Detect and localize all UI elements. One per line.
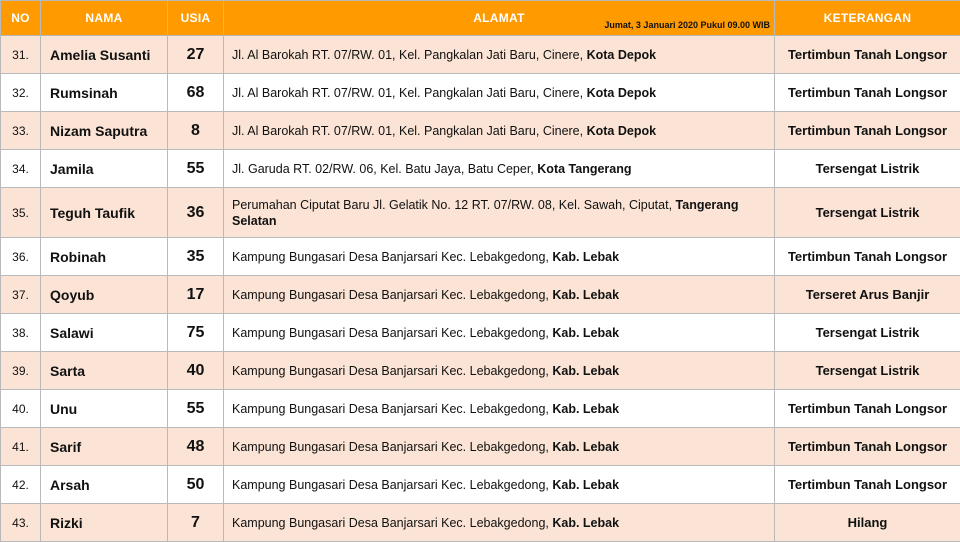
header-usia: USIA — [168, 1, 224, 36]
table-body — [1, 36, 960, 542]
alamat-text: Kampung Bungasari Desa Banjarsari Kec. Lebakgedong, — [232, 326, 549, 340]
alamat-text: Jl. Garuda RT. 02/RW. 06, Kel. Batu Jaya, Batu Ceper, — [232, 162, 534, 176]
cell-usia: 35 — [168, 238, 224, 276]
alamat-text: Jl. Al Barokah RT. 07/RW. 01, Kel. Pangkalan Jati Baru, Cinere, — [232, 124, 583, 138]
cell-nama: Robinah — [41, 238, 168, 276]
alamat-kota: Kota Depok — [587, 48, 656, 62]
cell-nama: Sarif — [41, 428, 168, 466]
cell-alamat — [224, 112, 775, 150]
cell-usia: 7 — [168, 504, 224, 542]
cell-keterangan: Tersengat Listrik — [775, 150, 960, 188]
cell-nama: Arsah — [41, 466, 168, 504]
alamat-kota: Kab. Lebak — [552, 402, 619, 416]
alamat-text: Kampung Bungasari Desa Banjarsari Kec. Lebakgedong, — [232, 440, 549, 454]
cell-usia: 55 — [168, 150, 224, 188]
cell-nama: Unu — [41, 390, 168, 428]
alamat-text: Kampung Bungasari Desa Banjarsari Kec. Lebakgedong, — [232, 516, 549, 530]
cell-alamat — [224, 36, 775, 74]
cell-nama: Teguh Taufik — [41, 188, 168, 238]
cell-nama: Sarta — [41, 352, 168, 390]
cell-no: 32. — [1, 74, 41, 112]
table-row — [1, 466, 960, 504]
cell-usia: 55 — [168, 390, 224, 428]
cell-alamat — [224, 390, 775, 428]
cell-alamat — [224, 314, 775, 352]
cell-no: 42. — [1, 466, 41, 504]
cell-keterangan: Hilang — [775, 504, 960, 542]
cell-nama: Jamila — [41, 150, 168, 188]
header-no: NO — [1, 1, 41, 36]
alamat-text: Perumahan Ciputat Baru Jl. Gelatik No. 12 RT. 07/RW. 08, Kel. Sawah, Ciputat, — [232, 198, 672, 212]
table-row — [1, 428, 960, 466]
cell-alamat — [224, 74, 775, 112]
cell-keterangan: Tersengat Listrik — [775, 314, 960, 352]
alamat-kota: Kab. Lebak — [552, 364, 619, 378]
table-row — [1, 238, 960, 276]
header-keterangan: KETERANGAN — [775, 1, 960, 36]
cell-nama: Amelia Susanti — [41, 36, 168, 74]
cell-usia: 48 — [168, 428, 224, 466]
cell-keterangan: Tersengat Listrik — [775, 188, 960, 238]
cell-nama: Nizam Saputra — [41, 112, 168, 150]
alamat-kota: Kab. Lebak — [552, 250, 619, 264]
cell-usia: 50 — [168, 466, 224, 504]
alamat-text: Jl. Al Barokah RT. 07/RW. 01, Kel. Pangkalan Jati Baru, Cinere, — [232, 86, 583, 100]
cell-nama: Rumsinah — [41, 74, 168, 112]
cell-no: 41. — [1, 428, 41, 466]
table-row — [1, 390, 960, 428]
cell-no: 33. — [1, 112, 41, 150]
alamat-kota: Kota Depok — [587, 86, 656, 100]
table-row — [1, 188, 960, 238]
cell-alamat — [224, 188, 775, 238]
cell-no: 36. — [1, 238, 41, 276]
alamat-text: Kampung Bungasari Desa Banjarsari Kec. Lebakgedong, — [232, 478, 549, 492]
cell-nama: Rizki — [41, 504, 168, 542]
table-row — [1, 352, 960, 390]
table-row — [1, 74, 960, 112]
cell-keterangan: Tertimbun Tanah Longsor — [775, 428, 960, 466]
cell-keterangan: Terseret Arus Banjir — [775, 276, 960, 314]
cell-keterangan: Tertimbun Tanah Longsor — [775, 112, 960, 150]
cell-alamat — [224, 352, 775, 390]
alamat-text: Jl. Al Barokah RT. 07/RW. 01, Kel. Pangkalan Jati Baru, Cinere, — [232, 48, 583, 62]
cell-no: 43. — [1, 504, 41, 542]
cell-nama: Qoyub — [41, 276, 168, 314]
cell-alamat — [224, 466, 775, 504]
cell-alamat — [224, 238, 775, 276]
cell-alamat — [224, 504, 775, 542]
cell-usia: 75 — [168, 314, 224, 352]
alamat-text: Kampung Bungasari Desa Banjarsari Kec. Lebakgedong, — [232, 364, 549, 378]
cell-keterangan: Tertimbun Tanah Longsor — [775, 36, 960, 74]
alamat-kota: Kota Tangerang — [537, 162, 631, 176]
alamat-kota: Kab. Lebak — [552, 516, 619, 530]
alamat-kota: Kota Depok — [587, 124, 656, 138]
cell-no: 38. — [1, 314, 41, 352]
cell-keterangan: Tersengat Listrik — [775, 352, 960, 390]
cell-usia: 17 — [168, 276, 224, 314]
cell-keterangan: Tertimbun Tanah Longsor — [775, 238, 960, 276]
date-note: Jumat, 3 Januari 2020 Pukul 09.00 WIB — [604, 20, 770, 30]
cell-alamat — [224, 150, 775, 188]
alamat-kota: Kab. Lebak — [552, 288, 619, 302]
alamat-kota: Kab. Lebak — [552, 478, 619, 492]
alamat-text: Kampung Bungasari Desa Banjarsari Kec. Lebakgedong, — [232, 288, 549, 302]
cell-alamat — [224, 276, 775, 314]
table-row — [1, 276, 960, 314]
cell-no: 35. — [1, 188, 41, 238]
cell-usia: 36 — [168, 188, 224, 238]
cell-nama: Salawi — [41, 314, 168, 352]
alamat-text: Kampung Bungasari Desa Banjarsari Kec. Lebakgedong, — [232, 250, 549, 264]
cell-no: 37. — [1, 276, 41, 314]
cell-no: 34. — [1, 150, 41, 188]
cell-keterangan: Tertimbun Tanah Longsor — [775, 466, 960, 504]
cell-no: 39. — [1, 352, 41, 390]
table-row — [1, 504, 960, 542]
table-header-row — [1, 1, 960, 36]
alamat-kota: Kab. Lebak — [552, 440, 619, 454]
table-row — [1, 36, 960, 74]
table-row — [1, 314, 960, 352]
cell-alamat — [224, 428, 775, 466]
cell-usia: 27 — [168, 36, 224, 74]
cell-keterangan: Tertimbun Tanah Longsor — [775, 74, 960, 112]
header-alamat: ALAMAT Jumat, 3 Januari 2020 Pukul 09.00 WIB — [224, 1, 775, 36]
alamat-kota: Kab. Lebak — [552, 326, 619, 340]
alamat-kota: Tangerang Selatan — [232, 198, 739, 228]
cell-usia: 8 — [168, 112, 224, 150]
cell-no: 40. — [1, 390, 41, 428]
cell-keterangan: Tertimbun Tanah Longsor — [775, 390, 960, 428]
header-nama: NAMA — [41, 1, 168, 36]
cell-usia: 68 — [168, 74, 224, 112]
table-row — [1, 112, 960, 150]
cell-usia: 40 — [168, 352, 224, 390]
table-row — [1, 150, 960, 188]
cell-no: 31. — [1, 36, 41, 74]
alamat-text: Kampung Bungasari Desa Banjarsari Kec. Lebakgedong, — [232, 402, 549, 416]
